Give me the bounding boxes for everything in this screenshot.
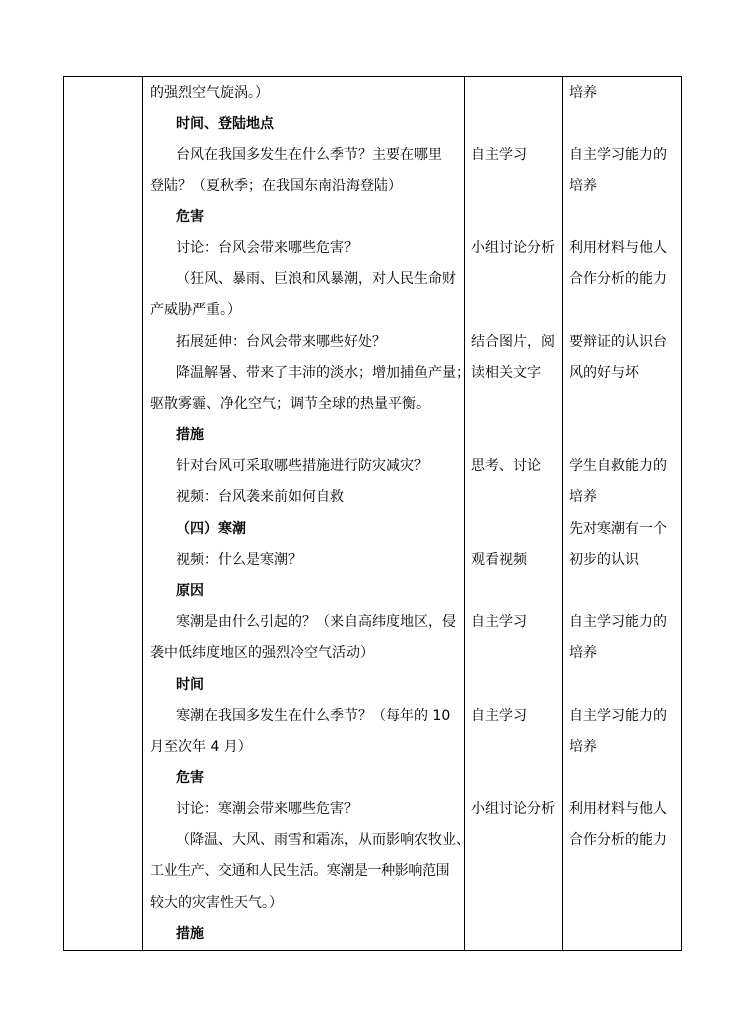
activity-cell: 自主学习: [471, 708, 527, 724]
section-heading: 危害: [176, 209, 204, 225]
purpose-cell: 自主学习能力的: [569, 147, 667, 163]
section-heading: 原因: [176, 583, 204, 599]
content-line: 讨论：台风会带来哪些危害？: [176, 240, 358, 256]
column-divider: [142, 77, 143, 950]
content-line: 讨论：寒潮会带来哪些危害？: [176, 801, 358, 817]
purpose-cell: 自主学习能力的: [569, 708, 667, 724]
content-line: 产威胁严重。）: [150, 302, 241, 318]
purpose-cell: 培养: [569, 178, 597, 194]
content-line: 登陆？（夏秋季；在我国东南沿海登陆）: [150, 178, 402, 194]
activity-cell: 自主学习: [471, 614, 527, 630]
purpose-cell: 先对寒潮有一个: [569, 521, 667, 537]
purpose-cell: 学生自救能力的: [569, 458, 667, 474]
section-heading: 措施: [176, 427, 204, 443]
purpose-cell: 利用材料与他人: [569, 801, 667, 817]
section-heading: （四）寒潮: [176, 521, 246, 537]
section-heading: 危害: [176, 770, 204, 786]
activity-cell: 小组讨论分析: [471, 801, 555, 817]
content-line: 寒潮在我国多发生在什么季节？（每年的 10: [176, 708, 451, 724]
content-line: 降温解暑、带来了丰沛的淡水；增加捕鱼产量；: [176, 365, 470, 381]
content-line: 驱散雾霾、净化空气；调节全球的热量平衡。: [150, 396, 430, 412]
section-heading: 措施: [176, 926, 204, 942]
activity-cell: 读相关文字: [471, 365, 541, 381]
content-line: 拓展延伸：台风会带来哪些好处？: [176, 334, 386, 350]
content-line: （狂风、暴雨、巨浪和风暴潮，对人民生命财: [176, 271, 456, 287]
purpose-cell: 培养: [569, 489, 597, 505]
purpose-cell: 利用材料与他人: [569, 240, 667, 256]
section-heading: 时间、登陆地点: [176, 116, 274, 132]
content-line: 视频：台风袭来前如何自救: [176, 489, 344, 505]
column-divider: [464, 77, 465, 950]
content-line: 工业生产、交通和人民生活。寒潮是一种影响范围: [150, 863, 450, 879]
content-line: 台风在我国多发生在什么季节？主要在哪里: [176, 147, 442, 163]
purpose-cell: 培养: [569, 739, 597, 755]
content-line: 月至次年 4 月）: [150, 739, 252, 755]
column-divider: [562, 77, 563, 950]
content-line: 针对台风可采取哪些措施进行防灾减灾？: [176, 458, 428, 474]
lesson-plan-table: [63, 76, 682, 951]
purpose-cell: 初步的认识: [569, 552, 639, 568]
section-heading: 时间: [176, 677, 204, 693]
content-line: 视频：什么是寒潮？: [176, 552, 302, 568]
activity-cell: 观看视频: [471, 552, 527, 568]
activity-cell: 思考、讨论: [471, 458, 541, 474]
purpose-cell: 要辩证的认识台: [569, 334, 667, 350]
content-line: （降温、大风、雨雪和霜冻，从而影响农牧业、: [176, 832, 470, 848]
purpose-cell: 合作分析的能力: [569, 832, 667, 848]
content-line: 寒潮是由什么引起的？（来自高纬度地区，侵: [176, 614, 456, 630]
activity-cell: 自主学习: [471, 147, 527, 163]
purpose-cell: 合作分析的能力: [569, 271, 667, 287]
activity-cell: 结合图片，阅: [471, 334, 555, 350]
purpose-cell: 培养: [569, 645, 597, 661]
purpose-cell: 自主学习能力的: [569, 614, 667, 630]
purpose-cell: 风的好与坏: [569, 365, 639, 381]
purpose-cell: 培养: [569, 85, 597, 101]
content-line: 较大的灾害性天气。）: [150, 895, 283, 911]
content-line: 袭中低纬度地区的强烈冷空气活动）: [150, 645, 374, 661]
content-line: 的强烈空气旋涡。）: [150, 85, 269, 101]
activity-cell: 小组讨论分析: [471, 240, 555, 256]
